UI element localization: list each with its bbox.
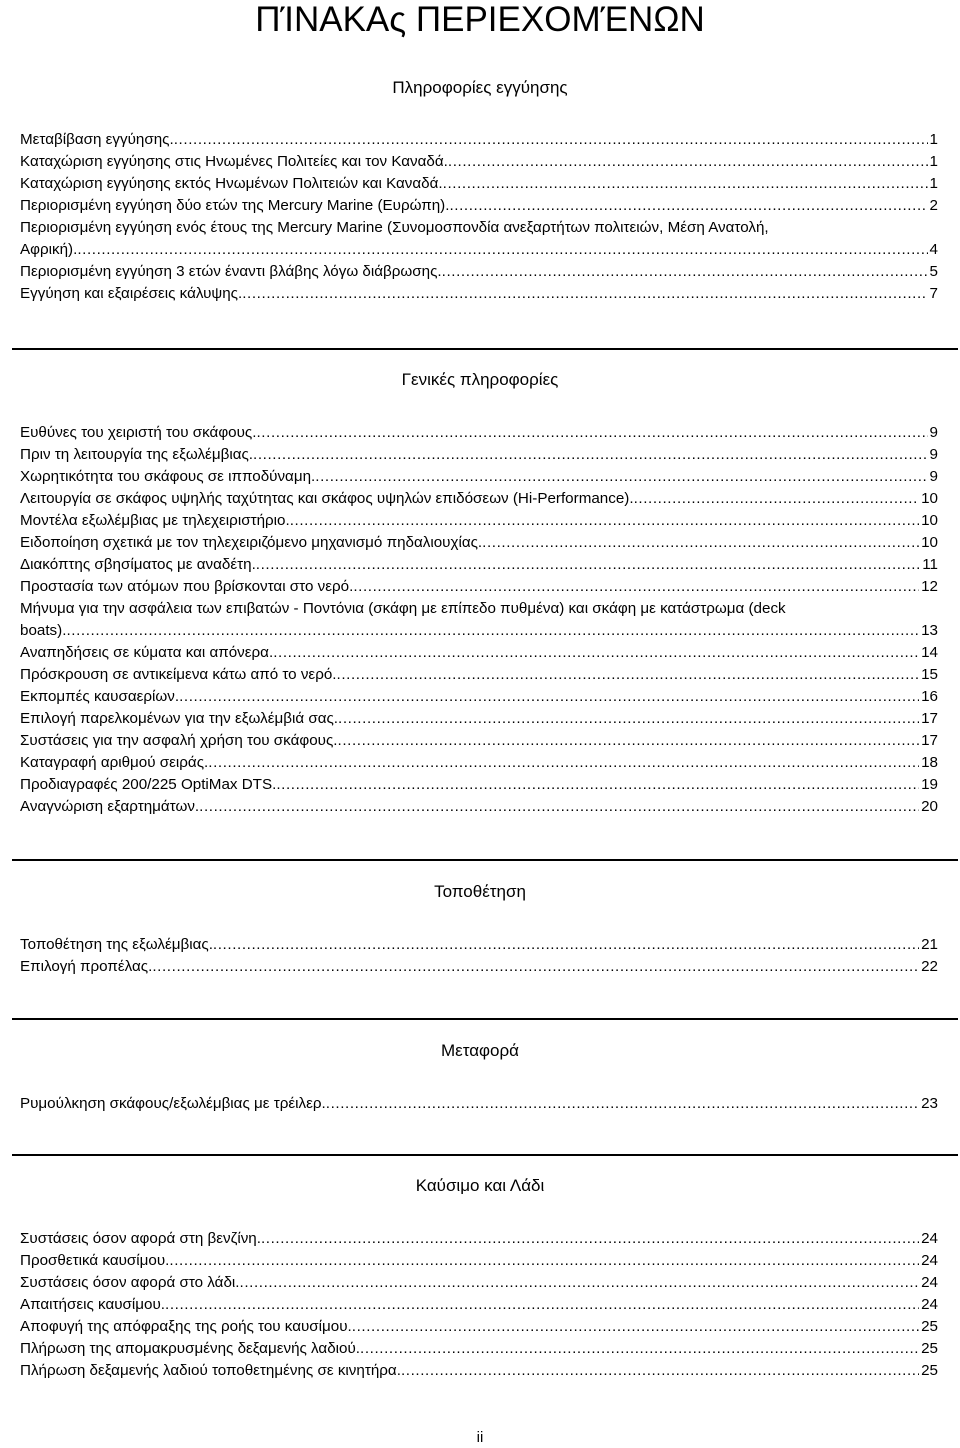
dot-leader: [261, 1228, 919, 1250]
toc-entry-page-number: 21: [921, 936, 938, 953]
toc-entry-page-number: 23: [921, 1095, 938, 1112]
toc-entry-page-number: 16: [921, 688, 938, 705]
dot-leader: [634, 488, 920, 510]
toc-entry[interactable]: [20, 554, 938, 576]
section-header-general: Γενικές πληροφορίες: [401, 370, 559, 389]
toc-entry[interactable]: [20, 532, 938, 554]
section-header-warranty: Πληροφορίες εγγύησης: [392, 78, 568, 97]
toc-entry-title: Αναπηδήσεις σε κύματα και απόνερα.: [20, 644, 274, 661]
toc-entry-title: Αφρική).: [20, 241, 78, 258]
toc-entry[interactable]: [20, 422, 938, 444]
toc-entry-page-number: 1: [929, 153, 938, 170]
toc-entry-page-number: 4: [929, 241, 938, 258]
toc-entry-page-number: 18: [921, 754, 938, 771]
toc-entry-title: Μοντέλα εξωλέμβιας με τηλεχειριστήριο.: [20, 512, 290, 529]
toc-entry[interactable]: [20, 956, 938, 978]
dot-leader: [253, 444, 928, 466]
toc-list-installation: [20, 934, 938, 978]
toc-entry-title: Συστάσεις για την ασφαλή χρήση του σκάφους.: [20, 732, 338, 749]
dot-leader: [352, 1316, 919, 1338]
toc-entry-title: Επιλογή παρελκομένων για την εξωλέμβιά σας.: [20, 710, 339, 727]
section-header-transport: Μεταφορά: [440, 1041, 520, 1060]
toc-entry-page-number: 13: [921, 622, 938, 639]
toc-list-warranty: [20, 129, 938, 305]
toc-entry-title: Ειδοποίηση σχετικά με τον τηλεχειριζόμενο μηχανισμό πηδαλιουχίας.: [20, 534, 483, 551]
toc-entry[interactable]: [20, 774, 938, 796]
section-header-installation: Τοποθέτηση: [434, 882, 526, 901]
toc-entry[interactable]: [20, 664, 938, 686]
toc-entry-title: Περιορισμένη εγγύηση 3 ετών έναντι βλάβης λόγω διάβρωσης.: [20, 263, 442, 280]
toc-entry-page-number: 24: [921, 1252, 938, 1269]
dot-leader: [326, 1093, 919, 1115]
toc-entry-title: Καταχώριση εγγύησης στις Ηνωμένες Πολιτείες και τον Καναδά.: [20, 153, 448, 170]
toc-entry-page-number: 17: [921, 710, 938, 727]
dot-leader: [213, 934, 919, 956]
toc-entry[interactable]: [20, 708, 938, 730]
toc-entry[interactable]: [20, 466, 938, 488]
toc-entry-page-number: 10: [921, 512, 938, 529]
toc-entry[interactable]: [20, 1228, 938, 1250]
toc-entry-page-number: 15: [921, 666, 938, 683]
toc-entry-title: Τοποθέτηση της εξωλέμβιας.: [20, 936, 213, 953]
toc-entry-page-number: 17: [921, 732, 938, 749]
toc-entry-title: Πλήρωση δεξαμενής λαδιού τοποθετημένης σε κινητήρα.: [20, 1362, 401, 1379]
toc-entry[interactable]: [20, 283, 938, 305]
dot-leader: [338, 708, 919, 730]
page-number: ii: [476, 1429, 484, 1446]
dot-leader: [240, 1272, 920, 1294]
toc-entry-title: Αποφυγή της απόφραξης της ροής του καυσίμου.: [20, 1318, 352, 1335]
toc-entry-page-number: 24: [921, 1230, 938, 1247]
toc-entry-title-line: Περιορισμένη εγγύηση ενός έτους της Mercury Marine (Συνομοσπονδία ανεξαρτήτων πολιτειών, Μέση Ανατολή,: [20, 219, 769, 236]
toc-entry-page-number: 2: [929, 197, 938, 214]
dot-leader: [360, 1338, 919, 1360]
toc-entry-title: Χωρητικότητα του σκάφους σε ιπποδύναμη.: [20, 468, 316, 485]
dot-leader: [338, 730, 920, 752]
dot-leader: [482, 532, 919, 554]
dot-leader: [353, 576, 919, 598]
toc-entry-page-number: 25: [921, 1340, 938, 1357]
toc-entry-page-number: 24: [921, 1296, 938, 1313]
dot-leader: [77, 239, 927, 261]
toc-entry-title: Πλήρωση της απομακρυσμένης δεξαμενής λαδιού.: [20, 1340, 361, 1357]
toc-entry-page-number: 22: [921, 958, 938, 975]
toc-entry-page-number: 24: [921, 1274, 938, 1291]
toc-entry-page-number: 19: [921, 776, 938, 793]
toc-entry-title: Περιορισμένη εγγύηση δύο ετών της Mercury Marine (Ευρώπη).: [20, 197, 450, 214]
toc-entry-page-number: 20: [921, 798, 938, 815]
toc-entry-page-number: 7: [929, 285, 938, 302]
toc-entry-title: Πριν τη λειτουργία της εξωλέμβιας.: [20, 446, 254, 463]
dot-leader: [152, 956, 919, 978]
dot-leader: [401, 1360, 919, 1382]
toc-entry[interactable]: [20, 1093, 938, 1115]
dot-leader: [66, 620, 919, 642]
toc-entry-title: Προστασία των ατόμων που βρίσκονται στο νερό.: [20, 578, 354, 595]
toc-entry[interactable]: [20, 151, 938, 173]
toc-entry-page-number: 9: [929, 424, 938, 441]
toc-entry-page-number: 1: [929, 131, 938, 148]
dot-leader: [179, 686, 919, 708]
dot-leader: [199, 796, 919, 818]
dot-leader: [276, 774, 919, 796]
toc-entry[interactable]: [20, 261, 938, 283]
section-divider: [12, 348, 958, 350]
toc-entry-title: Προσθετικά καυσίμου.: [20, 1252, 170, 1269]
toc-entry[interactable]: [20, 1250, 938, 1272]
toc-entry-title: Συστάσεις όσον αφορά στη βενζίνη.: [20, 1230, 261, 1247]
toc-entry-page-number: 14: [921, 644, 938, 661]
toc-entry[interactable]: [20, 1294, 938, 1316]
toc-entry-title: boats).: [20, 622, 67, 639]
toc-entry-page-number: 10: [921, 534, 938, 551]
toc-entry-page-number: 1: [929, 175, 938, 192]
dot-leader: [442, 261, 928, 283]
toc-entry[interactable]: [20, 934, 938, 956]
toc-entry[interactable]: [20, 129, 938, 151]
toc-entry-title: Καταχώριση εγγύησης εκτός Ηνωμένων Πολιτειών και Καναδά.: [20, 175, 443, 192]
toc-entry[interactable]: [20, 510, 938, 532]
toc-entry-title: Επιλογή προπέλας.: [20, 958, 153, 975]
toc-entry-title: Λειτουργία σε σκάφος υψηλής ταχύτητας και σκάφος υψηλών επιδόσεων (Hi-Performance).: [20, 490, 634, 507]
dot-leader: [337, 664, 920, 686]
page-title: ΠΊΝΑΚΑς ΠΕΡΙΕΧΟΜΈΝΩΝ: [255, 0, 705, 39]
dot-leader: [208, 752, 919, 774]
section-divider: [12, 1018, 958, 1020]
toc-entry[interactable]: [20, 217, 938, 261]
toc-entry[interactable]: [20, 730, 938, 752]
toc-entry-page-number: 25: [921, 1362, 938, 1379]
section-header-fuel-oil: Καύσιμο και Λάδι: [415, 1176, 545, 1195]
toc-entry-page-number: 25: [921, 1318, 938, 1335]
toc-entry-title: Εγγύηση και εξαιρέσεις κάλυψης.: [20, 285, 243, 302]
toc-entry-title: Ευθύνες του χειριστή του σκάφους.: [20, 424, 257, 441]
toc-entry-title-line: Μήνυμα για την ασφάλεια των επιβατών - Ποντόνια (σκάφη με επίπεδο πυθμένα) και σκάφη με κατάστρωμα (deck: [20, 600, 786, 617]
toc-entry[interactable]: [20, 444, 938, 466]
toc-entry-page-number: 12: [921, 578, 938, 595]
toc-entry-page-number: 9: [929, 446, 938, 463]
dot-leader: [290, 510, 919, 532]
toc-entry-title: Μεταβίβαση εγγύησης.: [20, 131, 174, 148]
dot-leader: [315, 466, 927, 488]
toc-entry[interactable]: [20, 1316, 938, 1338]
toc-entry[interactable]: [20, 173, 938, 195]
toc-entry-title: Ρυμούλκηση σκάφους/εξωλέμβιας με τρέιλερ.: [20, 1095, 326, 1112]
toc-list-transport: [20, 1093, 938, 1115]
toc-entry[interactable]: [20, 1338, 938, 1360]
toc-entry[interactable]: [20, 686, 938, 708]
toc-entry-title: Πρόσκρουση σε αντικείμενα κάτω από το νερό.: [20, 666, 337, 683]
toc-entry[interactable]: [20, 642, 938, 664]
toc-entry-title: Εκπομπές καυσαερίων.: [20, 688, 180, 705]
toc-list-general: [20, 422, 938, 818]
toc-entry-title: Προδιαγραφές 200/225 OptiMax DTS.: [20, 776, 277, 793]
toc-entry[interactable]: [20, 576, 938, 598]
toc-list-fuel-oil: [20, 1228, 938, 1382]
toc-entry[interactable]: [20, 598, 938, 642]
toc-entry-page-number: 11: [922, 556, 938, 573]
section-divider: [12, 859, 958, 861]
section-divider: [12, 1154, 958, 1156]
toc-entry-page-number: 5: [929, 263, 938, 280]
dot-leader: [448, 151, 928, 173]
toc-entry[interactable]: [20, 796, 938, 818]
toc-entry-title: Διακόπτης σβησίματος με αναδέτη.: [20, 556, 256, 573]
toc-entry-title: Συστάσεις όσον αφορά στο λάδι.: [20, 1274, 240, 1291]
dot-leader: [169, 1250, 919, 1272]
dot-leader: [174, 129, 928, 151]
dot-leader: [256, 422, 927, 444]
dot-leader: [443, 173, 928, 195]
toc-entry-title: Αναγνώριση εξαρτημάτων.: [20, 798, 200, 815]
dot-leader: [273, 642, 919, 664]
dot-leader: [165, 1294, 919, 1316]
toc-entry-page-number: 10: [921, 490, 938, 507]
toc-entry[interactable]: [20, 488, 938, 510]
toc-entry[interactable]: [20, 1272, 938, 1294]
toc-entry[interactable]: [20, 752, 938, 774]
toc-entry[interactable]: [20, 1360, 938, 1382]
toc-entry[interactable]: [20, 195, 938, 217]
dot-leader: [242, 283, 927, 305]
toc-entry-page-number: 9: [929, 468, 938, 485]
dot-leader: [449, 195, 927, 217]
toc-entry-title: Καταγραφή αριθμού σειράς.: [20, 754, 209, 771]
dot-leader: [256, 554, 920, 576]
toc-entry-title: Απαιτήσεις καυσίμου.: [20, 1296, 166, 1313]
